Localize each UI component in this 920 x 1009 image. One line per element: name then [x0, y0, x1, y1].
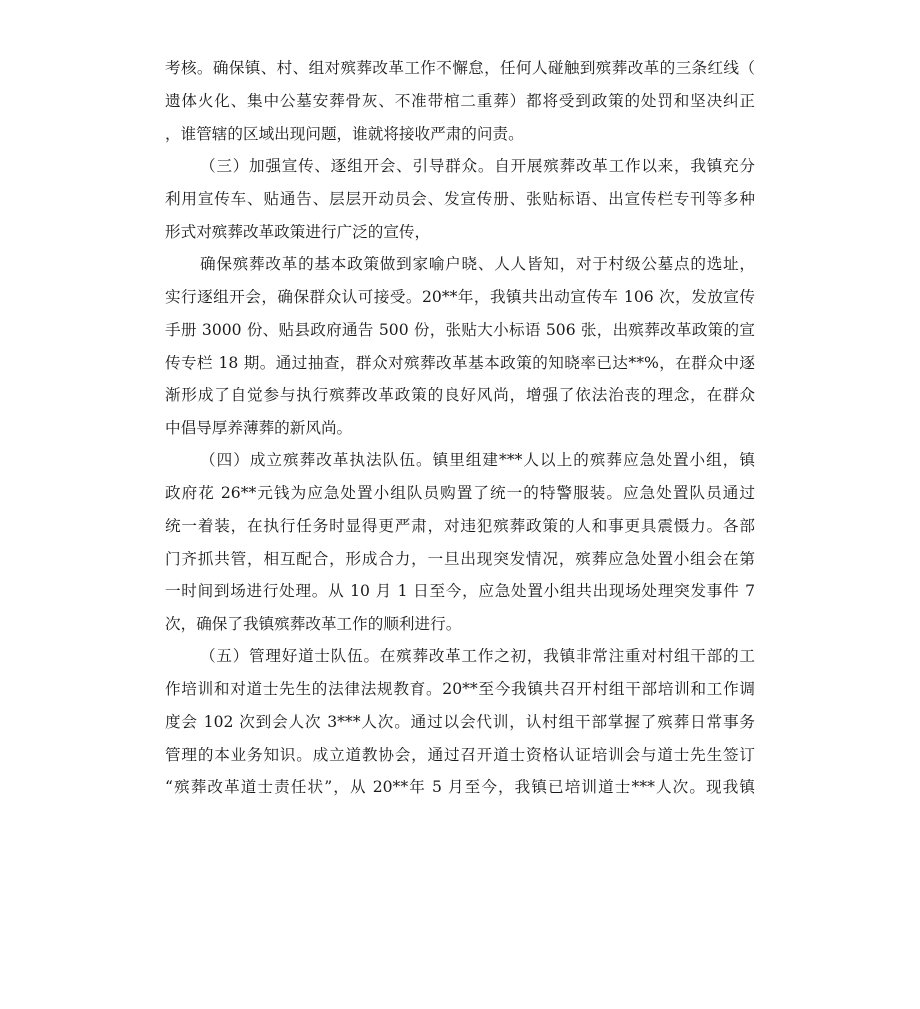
- text-line: 度会 102 次到会人次 3***人次。通过以会代训，认村组干部掌握了殡葬日常事务: [165, 713, 755, 731]
- text-line: 实行逐组开会，确保群众认可接受。20**年，我镇共出动宣传车 106 次，发放宣传: [165, 288, 755, 306]
- text-line: 遗体火化、集中公墓安葬骨灰、不准带棺二重葬）都将受到政策的处罚和坚决纠正: [165, 92, 755, 110]
- text-line: ，谁管辖的区域出现问题，谁就将接收严肃的问责。: [165, 125, 524, 143]
- paragraph-heading-line: （五）管理好道士队伍。在殡葬改革工作之初，我镇非常注重对村组干部的工: [200, 647, 755, 665]
- text-line: 统一着装，在执行任务时显得更严肃，对违犯殡葬政策的人和事更具震慑力。各部: [165, 517, 755, 535]
- text-line: 手册 3000 份、贴县政府通告 500 份，张贴大小标语 506 张，出殡葬改革政策的宣: [165, 321, 755, 339]
- text-line: 传专栏 18 期。通过抽查，群众对殡葬改革基本政策的知晓率已达**%，在群众中逐: [165, 354, 755, 372]
- text-line: 考核。确保镇、村、组对殡葬改革工作不懈怠，任何人碰触到殡葬改革的三条红线（: [165, 59, 755, 77]
- text-line: 管理的本业务知识。成立道教协会，通过召开道士资格认证培训会与道士先生签订: [165, 746, 755, 764]
- text-line: 确保殡葬改革的基本政策做到家喻户晓、人人皆知，对于村级公墓点的选址，: [200, 255, 755, 273]
- text-line: “殡葬改革道士责任状”，从 20**年 5 月至今，我镇已培训道士***人次。现我镇: [165, 778, 755, 796]
- text-line: 形式对殡葬改革政策进行广泛的宣传，: [165, 223, 431, 241]
- text-line: 渐形成了自觉参与执行殡葬改革政策的良好风尚，增强了依法治丧的理念，在群众: [165, 386, 755, 404]
- text-line: 利用宣传车、贴通告、层层开动员会、发宣传册、张贴标语、出宣传栏专刊等多种: [165, 190, 755, 208]
- text-line: 门齐抓共管，相互配合，形成合力，一旦出现突发情况，殡葬应急处置小组会在第: [165, 550, 755, 568]
- text-line: 一时间到场进行处理。从 10 月 1 日至今，应急处置小组共出现场处理突发事件 7: [165, 582, 755, 600]
- paragraph-heading-line: （四）成立殡葬改革执法队伍。镇里组建***人以上的殡葬应急处置小组，镇: [200, 451, 755, 469]
- text-line: 次，确保了我镇殡葬改革工作的顺利进行。: [165, 615, 462, 633]
- paragraph-heading-line: （三）加强宣传、逐组开会、引导群众。自开展殡葬改革工作以来，我镇充分: [200, 157, 755, 175]
- text-line: 中倡导厚养薄葬的新风尚。: [165, 419, 353, 437]
- text-line: 作培训和对道士先生的法律法规教育。20**至今我镇共召开村组干部培训和工作调: [165, 680, 755, 698]
- text-line: 政府花 26**元钱为应急处置小组队员购置了统一的特警服装。应急处置队员通过: [165, 484, 755, 502]
